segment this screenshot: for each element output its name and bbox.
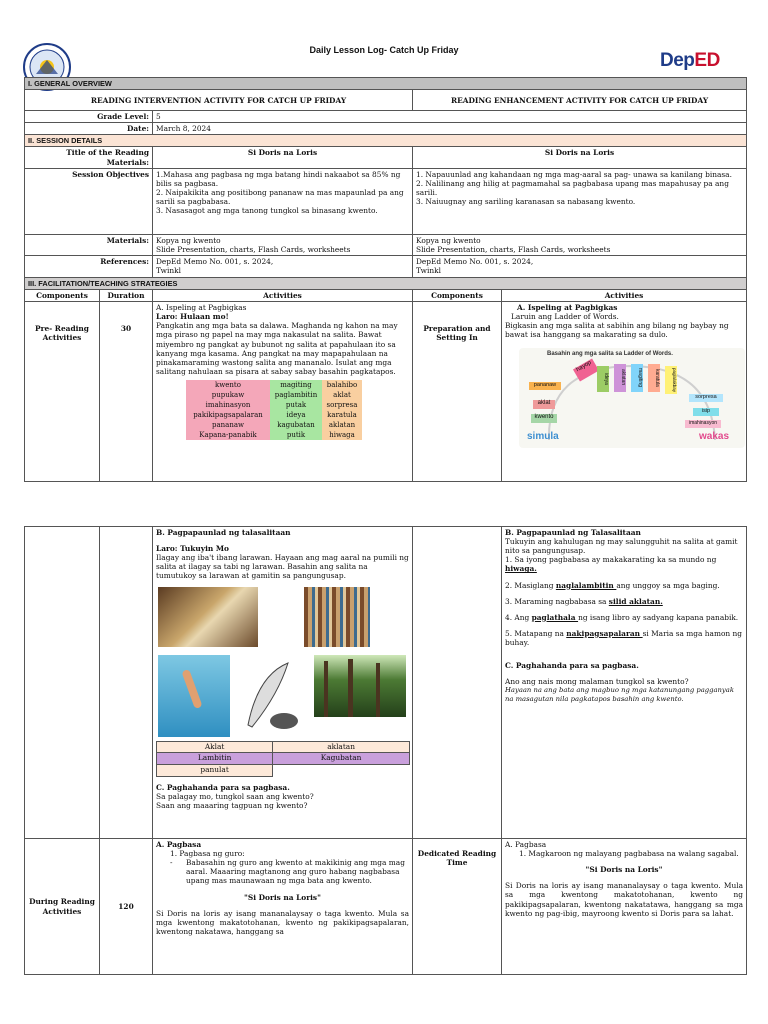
library-picture: [304, 587, 370, 647]
list-item: - Babasahin ng guro ang kwento at makikinig ang mga mag aaral. Maaaring magtanong ang guro habang nagbabasa upang mas maunawaan ng mga bata ang kwento.: [170, 858, 405, 886]
references-left: [153, 255, 413, 277]
prompt-note: Hayaan na ang bata ang magbuo ng mga katanungang pagganyak na masagutan nila pagkatapos basahin ang kwento.: [505, 686, 734, 703]
session-objectives-label: Session Objectives: [25, 168, 153, 234]
grade-level-label: Grade Level:: [25, 111, 153, 123]
section-teaching-strategies: III. FACILITATION/TEACHING STRATEGIES: [25, 277, 747, 289]
list-item: 1. Pagbasa ng guro:: [170, 849, 245, 859]
ladder-of-words-image: [519, 348, 745, 448]
references-right: [413, 255, 747, 277]
activity-heading: A. Pagbasa: [505, 840, 547, 849]
reference-item: DepEd Memo No. 001, s. 2024,: [156, 256, 274, 266]
lesson-log-table-page2: [24, 526, 747, 975]
grade-level-value: 5: [153, 111, 747, 123]
word-grid: [186, 380, 362, 440]
vocabulary-activity-right: [502, 527, 747, 839]
open-book-picture: [158, 587, 258, 647]
prompt-question: Sa palagay mo, tungkol saan ang kwento?: [156, 792, 314, 802]
activity-text: Ilagay ang iba't ibang larawan. Hayaan ang mag aaral na pumili ng salita at ilagay sa tabi ng larawan. Basahin ang salita na tumutukoy sa larawan at gamitin sa pangungusap.: [156, 553, 409, 581]
ladder-word: hayop: [573, 358, 599, 381]
date-label: Date:: [25, 123, 153, 135]
word-cell: aklat: [322, 390, 362, 400]
ladder-word: sorpresa: [689, 394, 723, 402]
ladder-end: wakas: [699, 430, 730, 442]
vocabulary-activity-left: [153, 527, 413, 839]
objectives-right: [413, 168, 747, 234]
material-item: Kopya ng kwento: [156, 235, 221, 245]
list-item: 1. Magkaroon ng malayang pagbabasa na walang sagabal.: [519, 849, 739, 859]
vocab-word: [273, 765, 410, 777]
ladder-word: ideya: [597, 366, 609, 392]
reading-material-left: Si Doris na Loris: [153, 147, 413, 168]
word-cell: ideya: [270, 410, 322, 420]
activity-heading: A. Ispeling at Pagbigkas: [517, 303, 618, 313]
preparation-activities: [502, 302, 747, 482]
objective-item: 3. Naiuugnay ang sariling karanasan sa nabasang kwento.: [416, 196, 636, 206]
word-cell: hiwaga: [322, 430, 362, 440]
empty-component-cell-right: [413, 527, 502, 839]
ladder-word: isip: [693, 408, 719, 416]
word-cell: pananaw: [186, 420, 270, 430]
empty-component-cell: [25, 527, 100, 839]
vocab-sentence: 5. Matapang na nakipagsapalaran si Maria sa mga hamon ng buhay.: [505, 628, 743, 647]
reference-item: DepEd Memo No. 001, s. 2024,: [416, 256, 534, 266]
reference-item: Twinkl: [416, 265, 441, 275]
page-title: Daily Lesson Log- Catch Up Friday: [309, 45, 459, 55]
quill-pen-picture: [238, 655, 306, 737]
activity-heading: A. Pagbasa: [156, 840, 202, 849]
materials-left: [153, 234, 413, 255]
activity-heading: A. Ispeling at Pagbigkas: [156, 303, 247, 313]
vocab-sentence: 4. Ang paglathala ng isang libro ay sadyang kapana panabik.: [505, 612, 739, 622]
objective-item: 2. Naipakikita ang positibong pananaw na mas mapaunlad pa ang sarili sa pagbabasa.: [156, 187, 404, 206]
activity-text: Bigkasin ang mga salita at sabihin ang bilang ng baybay ng bawat isa hanggang sa makarating sa dulo.: [505, 321, 729, 340]
word-cell: balahibo: [322, 380, 362, 390]
ladder-word: pananaw: [529, 382, 561, 390]
material-item: Kopya ng kwento: [416, 235, 481, 245]
reading-material-label: Title of the Reading Materials:: [25, 147, 153, 168]
activity-heading: B. Pagpapaunlad ng talasalitaan: [156, 528, 291, 537]
story-title: "Si Doris na Loris": [585, 865, 663, 875]
objective-item: 1.Mahasa ang pagbasa ng mga batang hindi nakaabot sa 85% ng bilis sa pagbasa.: [156, 169, 401, 188]
activity-heading: B. Pagpapaunlad ng Talasalitaan: [505, 528, 641, 537]
vocab-word: Lambitin: [157, 753, 273, 765]
vocab-word: Aklat: [157, 741, 273, 753]
word-cell: magiting: [270, 380, 322, 390]
story-text: Si Doris na loris ay isang mananalaysay o taga kwento. Mula sa mga kwentong makatotohanan, kwento ng pakikipagsapalaran, kwentong nakatawa, hanggang sa: [156, 908, 409, 936]
word-cell: kagubatan: [270, 420, 322, 430]
word-cell: paglambitin: [270, 390, 322, 400]
reading-material-right: Si Doris na Loris: [413, 147, 747, 168]
word-cell: aklatan: [322, 420, 362, 430]
ladder-word: magiting: [631, 364, 643, 392]
activity-text: Pangkatin ang mga bata sa dalawa. Maghanda ng kahon na may mga piraso ng papel na may mga nakasulat na salita. Bawat miyembro ng pangkat ay bubunot ng salita at papahulaan ito sa kanyang mga kasama. Ang pangkat na may mapapahulaan na pinakamaraming wastong salita ang mananalo. Isulat ang mga salitang nahulaan sa pisara at sabay sabay basahin pagkatapos.: [156, 321, 398, 376]
preparation-component: Preparation and Setting In: [413, 302, 502, 482]
prompt-question: Ano ang nais mong malaman tungkol sa kwento?: [505, 677, 689, 687]
header-duration: Duration: [100, 289, 153, 301]
deped-logo: DepED: [660, 50, 720, 71]
header-activities: Activities: [153, 289, 413, 301]
activity-subtitle: Laruin ang Ladder of Words.: [511, 312, 619, 322]
during-reading-component: During Reading Activities: [25, 839, 100, 975]
word-cell: putak: [270, 400, 322, 410]
section-session-details: II. SESSION DETAILS: [25, 135, 747, 147]
header-activities-right: Activities: [502, 289, 747, 301]
reference-item: Twinkl: [156, 265, 181, 275]
picture-set: [156, 587, 409, 739]
word-cell: karatula: [322, 410, 362, 420]
dedicated-reading-activities: [502, 839, 747, 975]
references-label: References:: [25, 255, 153, 277]
section-general-overview: I. GENERAL OVERVIEW: [25, 78, 747, 90]
objective-item: 2. Nalilinang ang hilig at pagmamahal sa pagbabasa upang mas mapahusay pa ang sarili.: [416, 178, 729, 197]
header-components-right: Components: [413, 289, 502, 301]
objective-item: 3. Nasasagot ang mga tanong tungkol sa binasang kwento.: [156, 206, 378, 216]
header-components: Components: [25, 289, 100, 301]
vocab-sentence: 1. Sa iyong pagbabasa ay makakarating ka sa mundo ng hiwaga.: [505, 555, 717, 574]
game-title: Laro: Tukuyin Mo: [156, 544, 229, 554]
objective-item: 1. Napauunlad ang kahandaan ng mga mag-aaral sa pag- unawa sa kanilang binasa.: [416, 169, 732, 179]
game-title: Laro: Hulaan mo!: [156, 312, 229, 322]
lesson-log-table-page1: [24, 77, 747, 482]
pre-reading-duration: 30: [100, 302, 153, 482]
vocab-word: panulat: [157, 765, 273, 777]
word-cell: imahinasyon: [186, 400, 270, 410]
ladder-word: karatula: [648, 364, 660, 392]
vocab-word: aklatan: [273, 741, 410, 753]
col-enhancement-heading: READING ENHANCEMENT ACTIVITY FOR CATCH UP FRIDAY: [413, 90, 747, 111]
ladder-word: imahinasyon: [685, 420, 721, 428]
prompt-question: Saan ang maaaring tagpuan ng kwento?: [156, 801, 308, 811]
pre-reading-activities: [153, 302, 413, 482]
materials-label: Materials:: [25, 234, 153, 255]
ladder-word: aklat: [533, 400, 555, 409]
word-cell: putik: [270, 430, 322, 440]
date-value: March 8, 2024: [153, 123, 747, 135]
activity-text: Tukuyin ang kahulugan ng may salungguhit na salita at gamit nito sa pangungusap.: [505, 537, 738, 556]
during-reading-duration: 120: [100, 839, 153, 975]
ladder-word: aklatan: [614, 364, 626, 392]
pre-reading-component: Pre- Reading Activities: [25, 302, 100, 482]
activity-heading: C. Paghahanda para sa pagbasa.: [156, 783, 290, 793]
story-text: Si Doris na loris ay isang mananalaysay o taga kwento. Mula sa mga kwentong makatotohanan, kwento ng pakikipagsapalaran, kwentong nakatatawa, hanggang sa mga kwento ng pag-ibig, mayroong kwento si Doris para sa lahat.: [505, 881, 743, 918]
activity-heading: C. Paghahanda para sa pagbasa.: [505, 661, 639, 671]
word-cell: kwento: [186, 380, 270, 390]
dedicated-reading-component: Dedicated Reading Time: [413, 839, 502, 975]
objectives-left: [153, 168, 413, 234]
ladder-word: kwento: [531, 414, 557, 423]
ladder-word: paglalakbay: [665, 366, 677, 394]
word-cell: pupukaw: [186, 390, 270, 400]
material-item: Slide Presentation, charts, Flash Cards, worksheets: [156, 244, 351, 254]
ladder-start: simula: [527, 430, 559, 442]
word-cell: Kapana-panabik: [186, 430, 270, 440]
vocab-sentence: 3. Maraming nagbabasa sa silid aklatan.: [505, 596, 663, 606]
empty-duration-cell: [100, 527, 153, 839]
word-cell: sorpresa: [322, 400, 362, 410]
col-intervention-heading: READING INTERVENTION ACTIVITY FOR CATCH UP FRIDAY: [25, 90, 413, 111]
vocab-sentence: 2. Masiglang naglalambitin ang unggoy sa mga baging.: [505, 580, 720, 590]
during-reading-activities: [153, 839, 413, 975]
vocabulary-word-table: [156, 741, 410, 778]
materials-right: [413, 234, 747, 255]
vocab-word: Kagubatan: [273, 753, 410, 765]
swinging-person-picture: [158, 655, 230, 737]
ladder-title: Basahin ang mga salita sa Ladder of Words.: [547, 350, 673, 357]
word-cell: pakikipagsapalaran: [186, 410, 270, 420]
material-item: Slide Presentation, charts, Flash Cards, worksheets: [416, 244, 611, 254]
forest-picture: [314, 655, 406, 717]
story-title: "Si Doris na Loris": [244, 892, 321, 902]
